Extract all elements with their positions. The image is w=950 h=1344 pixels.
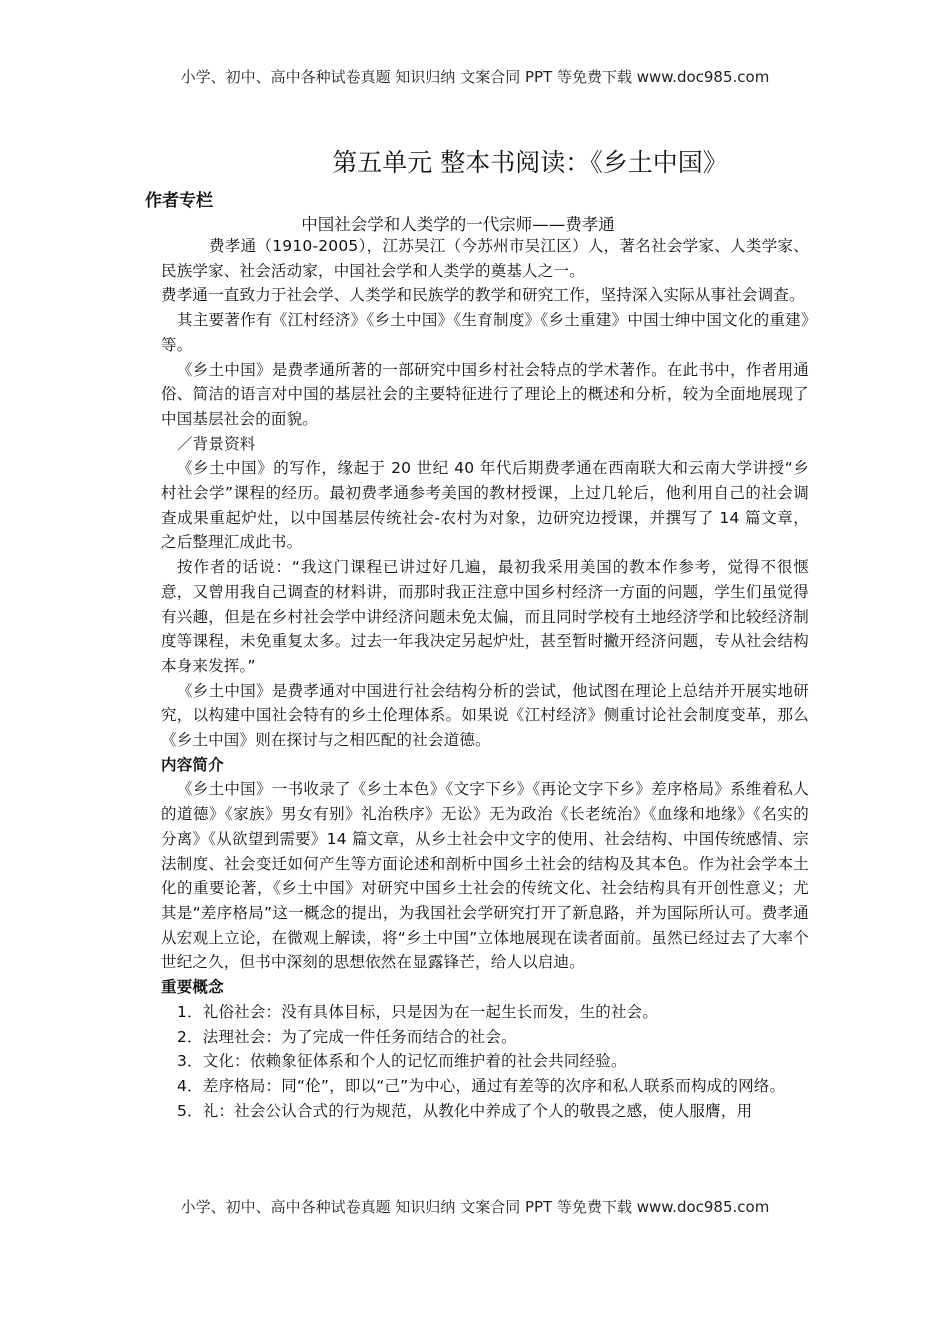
summary-paragraph: 《乡土中国》一书收录了《乡土本色》《文字下乡》《再论文字下乡》差序格局》系维着私人的道德》《家族》男女有别》礼治秩序》无讼》无为政治《长老统治》《血缘和地缘》《名实的分离》《从欲望到需要》14 篇文章，从乡土社会中文字的使用、社会结构、中国传统感情、宗法制度、社会变迁如何产生等方面论述和剖析中国乡土社会的结构及其本色。作为社会学本土化的重要论著，《乡土中国》对研究中国乡土社会的传统文化、社会结构具有开创性意义；尤其是“差序格局”这一概念的提出，为我国社会学研究打开了新息路，并为国际所认可。费孝通从宏观上立论，在微观上解读，将“乡土中国”立体地展现在读者面前。虽然已经过去了大率个世纪之久，但书中深刻的思想依然在显露锋芒，给人以启迪。	[161, 780, 809, 972]
author-subtitle: 中国社会学和人类学的一代宗师——费孝通	[301, 215, 615, 234]
background-heading: ／背景资料	[177, 434, 256, 453]
author-column-heading: 作者专栏	[145, 191, 213, 211]
intro-paragraph-3: 其主要著作有《江村经济》《乡土中国》《生育制度》《乡土重建》中国士绅中国文化的重建》等。	[161, 311, 809, 354]
page-title: 第五单元 整本书阅读：《乡土中国》	[332, 148, 728, 177]
concept-item: 5．礼：社会公认合式的行为规范，从教化中养成了个人的敬畏之感，使人服膺，用	[177, 1101, 753, 1120]
concept-item: 4．差序格局：同“伦”，即以“己”为中心，通过有差等的次序和私人联系而构成的网络。	[177, 1076, 786, 1095]
concept-item: 1．礼俗社会：没有具体目标，只是因为在一起生长而发，生的社会。	[177, 1002, 659, 1021]
background-paragraph-1: 《乡土中国》的写作，缘起于 20 世纪 40 年代后期费孝通在西南联大和云南大学讲授“乡村社会学”课程的经历。最初费孝通参考美国的教材授课，上过几轮后，他利用自己的社会调查成果重起炉灶，以中国基层传统社会-农村为对象，边研究边授课，并撰写了 14 篇文章，之后整理汇成此书。	[161, 459, 809, 552]
intro-paragraph-4: 《乡土中国》是费孝通所著的一部研究中国乡村社会特点的学术著作。在此书中，作者用通俗、简洁的语言对中国的基层社会的主要特征进行了理论上的概述和分析，较为全面地展现了中国基层社会的面貌。	[161, 360, 809, 428]
concept-item: 2．法理社会：为了完成一件任务而结合的社会。	[177, 1027, 517, 1046]
background-paragraph-2: 按作者的话说：“我这门课程已讲过好几遍，最初我采用美国的教本作参考，觉得不很惬意，又曾用我自己调查的材料讲，而那时我正注意中国乡村经济一方面的问题，学生们虽觉得有兴趣，但是在乡村社会学中讲经济问题未免太偏，而且同时学校有土地经济学和比较经济制度等课程，未免重复太多。过去一年我决定另起炉灶，甚至暂时撇开经济问题，专从社会结构本身来发挥。”	[161, 558, 809, 675]
page-header: 小学、初中、高中各种试卷真题 知识归纳 文案合同 PPT 等免费下载 www.doc985.com	[180, 68, 770, 86]
concept-item: 3．文化：依赖象征体系和个人的记忆而维护着的社会共同经验。	[177, 1052, 627, 1071]
concepts-heading: 重要概念	[161, 978, 224, 997]
summary-heading: 内容简介	[161, 755, 224, 774]
page-footer: 小学、初中、高中各种试卷真题 知识归纳 文案合同 PPT 等免费下载 www.doc985.com	[180, 1198, 770, 1216]
intro-paragraph-1: 费孝通（1910-2005），江苏吴江（今苏州市吴江区）人，著名社会学家、人类学家、民族学家、社会活动家，中国社会学和人类学的奠基人之一。	[161, 237, 809, 280]
intro-paragraph-2: 费孝通一直致力于社会学、人类学和民族学的教学和研究工作，坚持深入实际从事社会调查。	[161, 286, 805, 305]
background-paragraph-3: 《乡土中国》是费孝通对中国进行社会结构分析的尝试，他试图在理论上总结并开展实地研究，以构建中国社会特有的乡土伦理体系。如果说《江村经济》侧重讨论社会制度变革，那么《乡土中国》则在探讨与之相匹配的社会道德。	[161, 681, 809, 750]
document-body	[161, 234, 809, 1123]
